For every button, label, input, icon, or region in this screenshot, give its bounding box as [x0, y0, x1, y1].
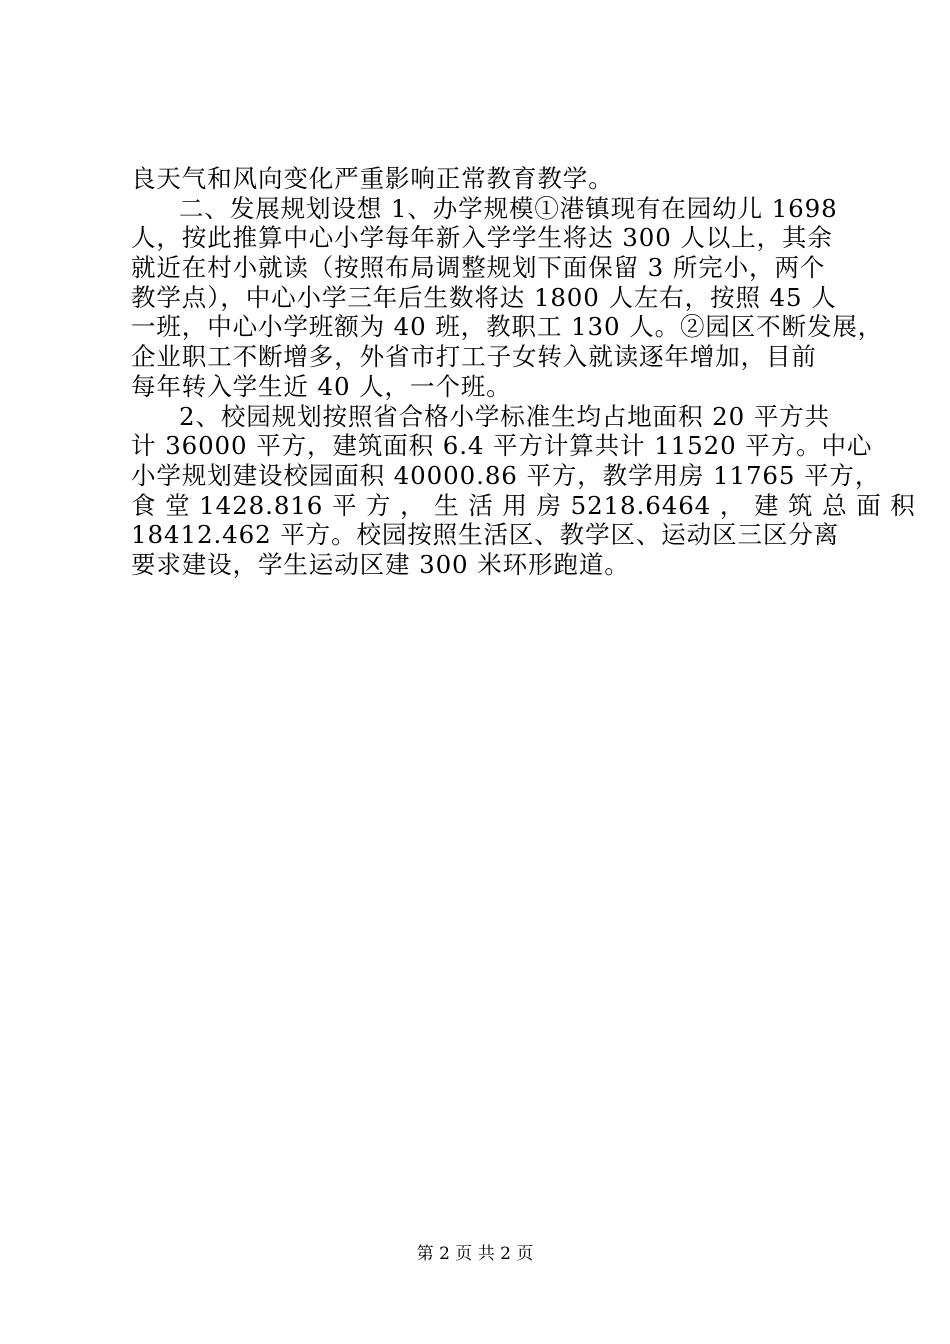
paragraph-line: 小学规划建设校园面积 40000.86 平方，教学用房 11765 平方， [131, 460, 881, 490]
paragraph-line: 要求建设，学生运动区建 300 米环形跑道。 [131, 549, 630, 579]
paragraph-line: 良天气和风向变化严重影响正常教育教学。 [131, 164, 614, 193]
paragraph-line: 2、校园规划按照省合格小学标准生均占地面积 20 平方共 [179, 401, 831, 431]
paragraph-line: 教学点），中心小学三年后生数将达 1800 人左右，按照 45 人 [131, 282, 837, 312]
paragraph-line: 人，按此推算中心小学每年新入学学生将达 300 人以上，其余 [131, 223, 833, 253]
paragraph-line: 食 堂 1428.816 平 方 ， 生 活 用 房 5218.6464 ， 建 筑 总 面 积 [131, 490, 916, 520]
document-body [131, 164, 916, 580]
paragraph-line: 计 36000 平方，建筑面积 6.4 平方计算共计 11520 平方。中心 [131, 431, 873, 461]
paragraph-line: 18412.462 平方。校园按照生活区、教学区、运动区三区分离 [131, 520, 840, 550]
page-number-footer: 第 2 页 共 2 页 [416, 1244, 534, 1264]
paragraph-line: 二、发展规划设想 1、办学规模①港镇现有在园幼儿 1698 [179, 193, 838, 223]
paragraph-line: 每年转入学生近 40 人，一个班。 [131, 371, 512, 401]
paragraph-line: 一班，中心小学班额为 40 班，教职工 130 人。②园区不断发展， [131, 312, 884, 342]
paragraph-line: 企业职工不断增多，外省市打工子女转入就读逐年增加，目前 [131, 342, 817, 372]
paragraph-line: 就近在村小就读（按照布局调整规划下面保留 3 所完小，两个 [131, 253, 826, 283]
